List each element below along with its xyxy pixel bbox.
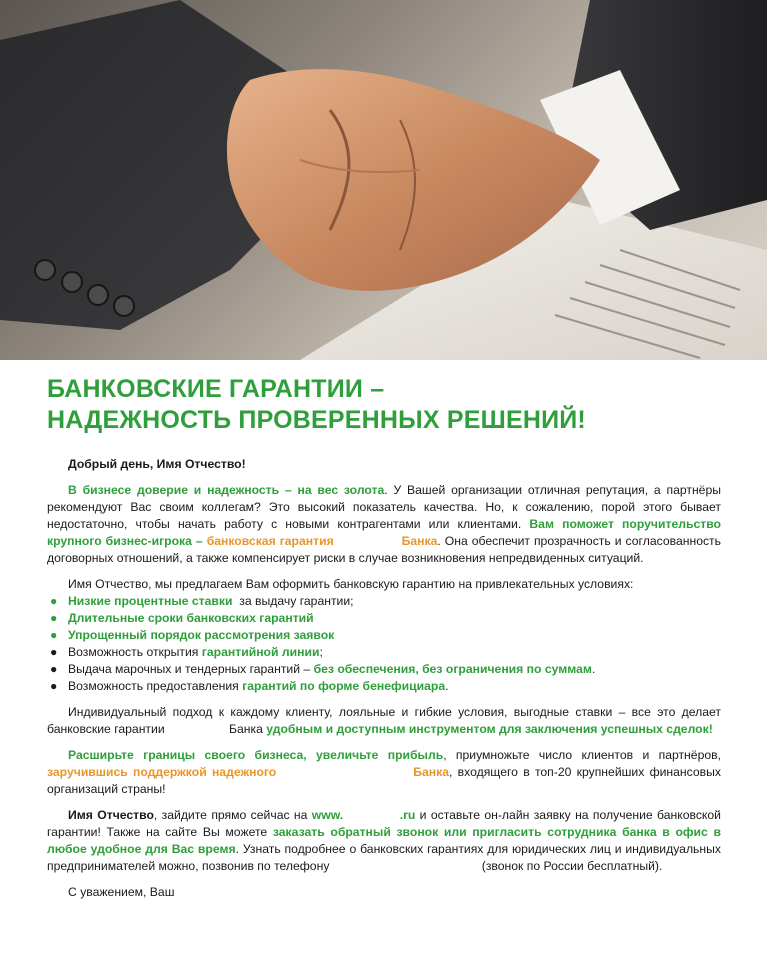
conditions-list — [0, 593, 767, 695]
p4-text-1: , приумножьте число клиентов и партнёров, — [443, 748, 721, 762]
bullet-icon: ● — [50, 662, 58, 676]
title-line-2: НАДЕЖНОСТЬ ПРОВЕРЕННЫХ РЕШЕНИЙ! — [47, 406, 586, 434]
list-item: ● Возможность предоставления гарантий по форме бенефициара. — [50, 679, 449, 693]
paragraph-offer: Имя Отчество, мы предлагаем Вам оформить банковскую гарантию на привлекательных условиях: — [68, 577, 634, 591]
paragraph-expand — [47, 747, 721, 798]
p5-text-2: и оставьте он-лайн заявку на получение банковской гарантии! Также на сайте Вы можете — [47, 808, 721, 839]
bullet-icon: ● — [50, 628, 58, 642]
title-line-1: БАНКОВСКИЕ ГАРАНТИИ – — [47, 375, 385, 403]
p1-highlight-bank: Банка — [401, 534, 438, 548]
list-item: ● Выдача марочных и тендерных гарантий – без обеспечения, без ограничения по суммам. — [50, 662, 596, 676]
p1-blank — [334, 534, 402, 548]
list-item: ● Возможность открытия гарантийной линии; — [50, 645, 323, 659]
list-item: ● Упрощенный порядок рассмотрения заявок — [50, 628, 335, 642]
p1-text-2: . Она обеспечит прозрачность и согласованность договорных отношений, а также компенсирует риски в случае возникновения непредвиденных ситуаций. — [47, 534, 721, 565]
hero-photo — [0, 0, 767, 360]
p1-highlight-guarantee: банковская гарантия — [206, 534, 334, 548]
bullet-icon: ● — [50, 679, 58, 693]
page-title — [47, 374, 767, 436]
p4-text-2: , входящего в топ-20 крупнейших финансовых организаций страны! — [47, 765, 721, 796]
list-item: ● Длительные сроки банковских гарантий — [50, 611, 314, 625]
closing: С уважением, Ваш — [68, 885, 175, 899]
list-item: ● Низкие процентные ставки за выдачу гарантии; — [50, 594, 354, 608]
p3-text: Индивидуальный подход к каждому клиенту, лояльные и гибкие условия, выгодные ставки – все это делает банковские гарантии Банка — [47, 705, 721, 736]
p3-highlight: удобным и доступным инструментом для заключения успешных сделок! — [266, 722, 713, 736]
greeting: Добрый день, Имя Отчество! — [68, 457, 246, 471]
p5-text-1: , зайдите прямо сейчас на — [153, 808, 312, 822]
p5-name: Имя Отчество — [68, 808, 154, 822]
bullet-icon: ● — [50, 645, 58, 659]
p1-text-1: . У Вашей организации отличная репутация, а партнёры рекомендуют Вас своим коллегам? Это высокий показатель качества. Но, к сожалению, порой этого бывает недостаточно, чтобы начать работу с новыми контрагентами или клиентами. — [47, 483, 722, 531]
p5-highlight-callback: заказать обратный звонок или пригласить сотрудника банка в офис в любое удобное для Вас время — [47, 825, 721, 856]
letter-body — [0, 456, 767, 901]
paragraph-approach — [47, 704, 721, 738]
p4-highlight-bank: Банка — [413, 765, 449, 779]
bullet-icon: ● — [50, 611, 58, 625]
p1-highlight-trust: В бизнесе доверие и надежность – на вес золота — [68, 483, 385, 497]
p1-highlight-help: Вам поможет поручительство крупного бизнес-игрока – — [47, 517, 721, 548]
website-link[interactable]: www. .ru — [311, 808, 416, 822]
p4-highlight-expand: Расширьте границы своего бизнеса, увеличьте прибыль — [68, 748, 444, 762]
p4-blank — [276, 765, 413, 779]
bullet-icon: ● — [50, 594, 58, 608]
handshake-illustration — [0, 0, 767, 360]
p4-highlight-support: заручившись поддержкой надежного — [47, 765, 277, 779]
paragraph-trust — [47, 482, 721, 567]
paragraph-contact — [47, 807, 721, 875]
p5-text-3: . Узнать подробнее о банковских гарантиях для юридических лиц и индивидуальных предпринимателей можно, позвонив по телефону (звонок по России бесплатный). — [47, 842, 721, 873]
